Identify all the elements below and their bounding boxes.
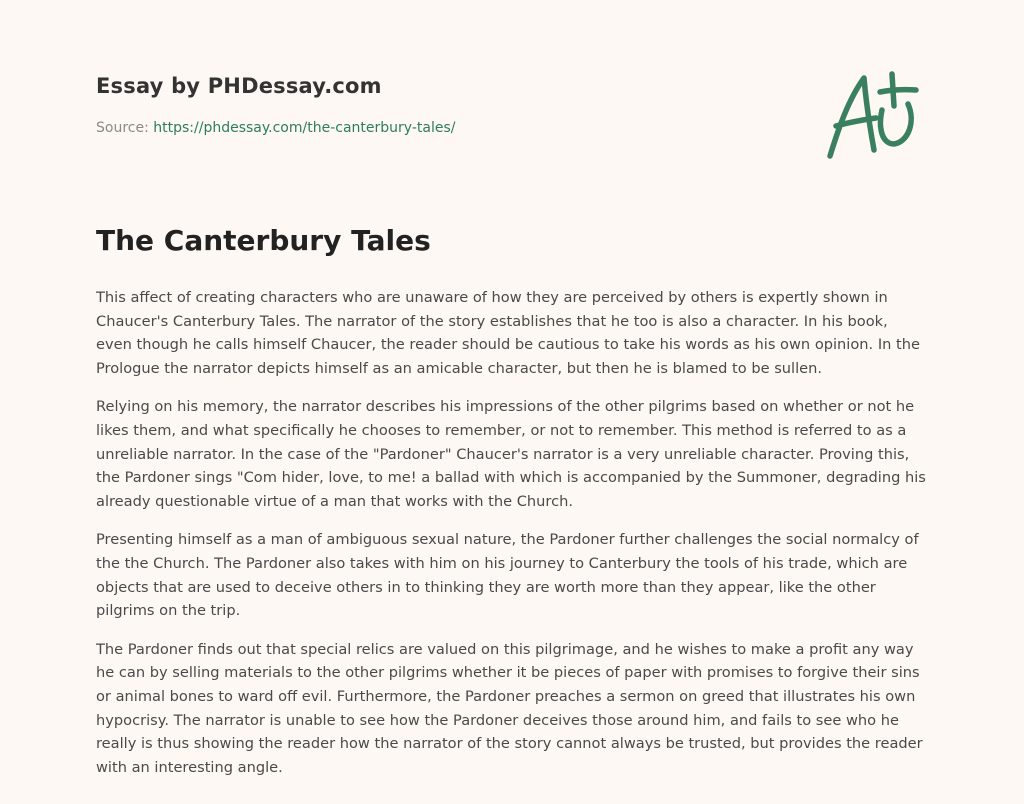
a-plus-grade-icon <box>824 70 928 164</box>
essay-body <box>96 286 928 794</box>
site-title: Essay by PHDessay.com <box>96 74 382 98</box>
essay-paragraph: Relying on his memory, the narrator describes his impressions of the other pilgrims based on whether or not he likes them, and what specifically he chooses to remember, or not to remember. This method is referred to as a unreliable narrator. In the case of the "Pardoner" Chaucer's narrator is a very unreliable character. Proving this, the Pardoner sings "Com hider, love, to me! a ballad with which is accompanied by the Summoner, degrading his already questionable virtue of a man that works with the Church. <box>96 398 926 510</box>
page-header <box>96 74 796 136</box>
essay-paragraph: The Pardoner finds out that special relics are valued on this pilgrimage, and he wishes to make a profit any way he can by selling materials to the other pilgrims whether it be pieces of paper with promises to forgive their sins or animal bones to ward off evil. Furthermore, the Pardoner preaches a sermon on greed that illustrates his own hypocrisy. The narrator is unable to see how the Pardoner deceives those around him, and fails to see who he really is thus showing the reader how the narrator of the story cannot always be trusted, but provides the reader with an interesting angle. <box>96 640 923 776</box>
essay-paragraph: This affect of creating characters who are unaware of how they are perceived by others is expertly shown in Chaucer's Canterbury Tales. The narrator of the story establishes that he too is also a character. In his book, even though he calls himself Chaucer, the reader should be cautious to take his words as his own opinion. In the Prologue the narrator depicts himself as an amicable character, but then he is blamed to be sullen. <box>96 289 920 377</box>
source-link[interactable]: https://phdessay.com/the-canterbury-tales/ <box>153 120 456 136</box>
source-line <box>96 120 796 136</box>
essay-title: The Canterbury Tales <box>96 224 431 257</box>
source-label: Source: <box>96 120 149 136</box>
essay-paragraph: Presenting himself as a man of ambiguous sexual nature, the Pardoner further challenges the social normalcy of the the Church. The Pardoner also takes with him on his journey to Canterbury the tools of his trade, which are objects that are used to deceive others in to thinking they are worth more than they appear, like the other pilgrims on the trip. <box>96 531 919 620</box>
